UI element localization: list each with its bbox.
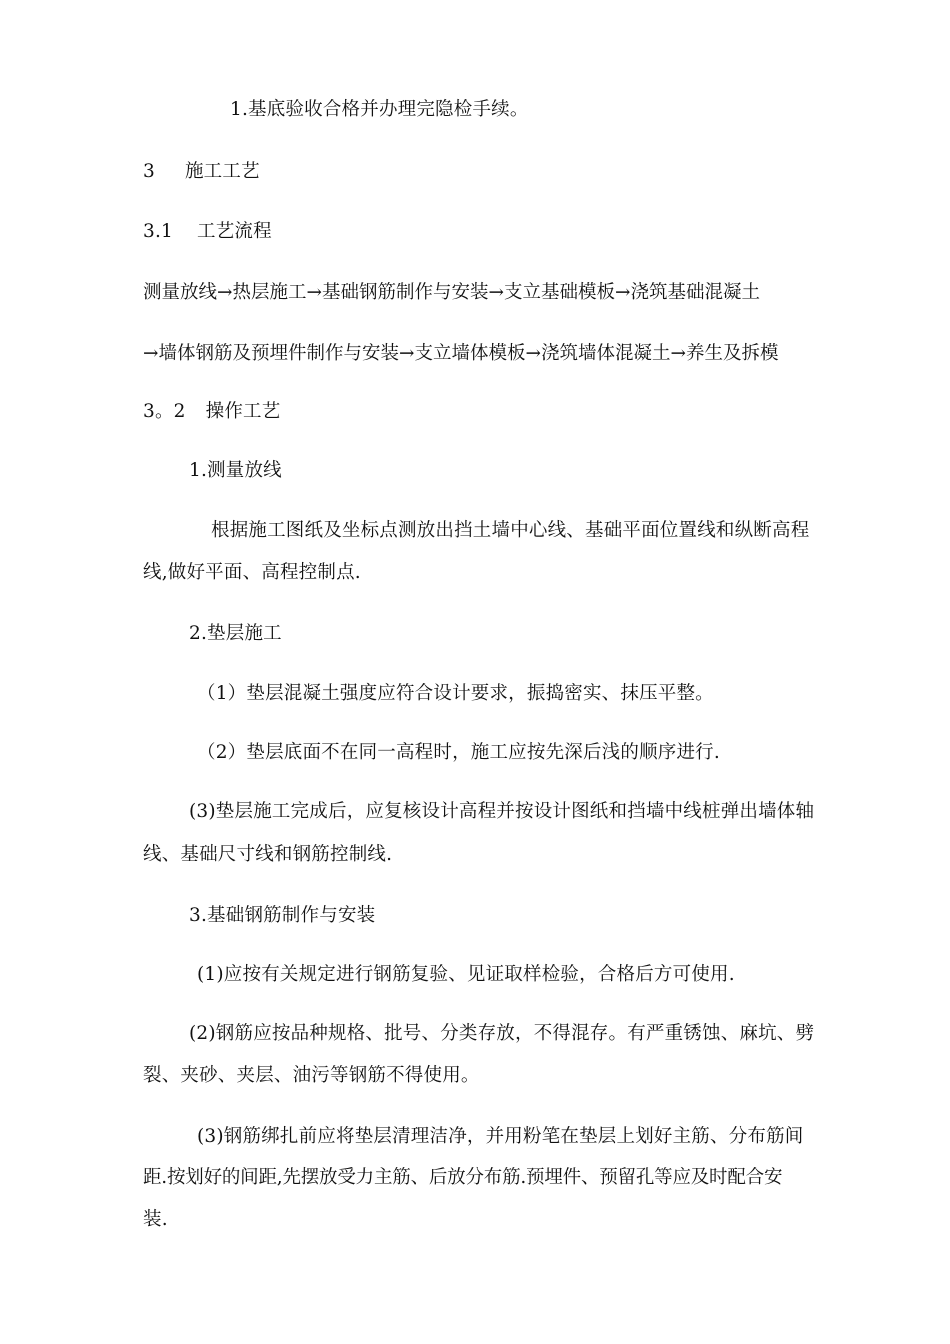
- list-item-rebar-1: (1)应按有关规定进行钢筋复验、见证取样检验，合格后方可使用.: [197, 964, 735, 985]
- process-flow-line-1: 测量放线→热层施工→基础钢筋制作与安装→支立基础模板→浇筑基础混凝土: [143, 282, 761, 303]
- subsection-title-rebar: 3.基础钢筋制作与安装: [189, 905, 376, 926]
- list-item-rebar-2-line-1: (2)钢筋应按品种规格、批号、分类存放，不得混存。有严重锈蚀、麻坑、劈: [189, 1023, 815, 1044]
- section-number: 3。2: [143, 401, 186, 422]
- paragraph-basement-acceptance: 1.基底验收合格并办理完隐检手续。: [230, 99, 529, 120]
- list-item-cushion-3-line-1: (3)垫层施工完成后，应复核设计高程并按设计图纸和挡墙中线桩弹出墙体轴: [189, 801, 815, 822]
- subsection-title-surveying: 1.测量放线: [189, 460, 282, 481]
- section-heading-3-2: [143, 400, 280, 424]
- list-item-cushion-1: （1）垫层混凝土强度应符合设计要求，振捣密实、抹压平整。: [197, 683, 714, 704]
- paragraph-surveying-line-2: 线,做好平面、高程控制点.: [143, 562, 361, 583]
- list-item-rebar-2-line-2: 裂、夹砂、夹层、油污等钢筋不得使用。: [143, 1065, 480, 1086]
- paragraph-surveying-line-1: 根据施工图纸及坐标点测放出挡土墙中心线、基础平面位置线和纵断高程: [211, 520, 810, 541]
- section-number: 3: [143, 161, 155, 182]
- section-title: 操作工艺: [205, 401, 281, 422]
- section-title: 工艺流程: [197, 221, 272, 242]
- list-item-rebar-3-line-3: 装.: [143, 1209, 168, 1230]
- process-flow-line-2: →墙体钢筋及预埋件制作与安装→支立墙体模板→浇筑墙体混凝土→养生及拆模: [143, 343, 779, 364]
- section-number: 3.1: [143, 221, 174, 242]
- section-heading-3: [143, 160, 260, 184]
- section-heading-3-1: [143, 220, 272, 244]
- list-item-cushion-2: （2）垫层底面不在同一高程时，施工应按先深后浅的顺序进行.: [197, 742, 720, 763]
- section-title: 施工工艺: [184, 161, 260, 182]
- list-item-rebar-3-line-2: 距.按划好的间距,先摆放受力主筋、后放分布筋.预埋件、预留孔等应及时配合安: [143, 1167, 783, 1188]
- subsection-title-cushion: 2.垫层施工: [189, 623, 282, 644]
- list-item-cushion-3-line-2: 线、基础尺寸线和钢筋控制线.: [143, 844, 393, 865]
- list-item-rebar-3-line-1: (3)钢筋绑扎前应将垫层清理洁净，并用粉笔在垫层上划好主筋、分布筋间: [197, 1126, 804, 1147]
